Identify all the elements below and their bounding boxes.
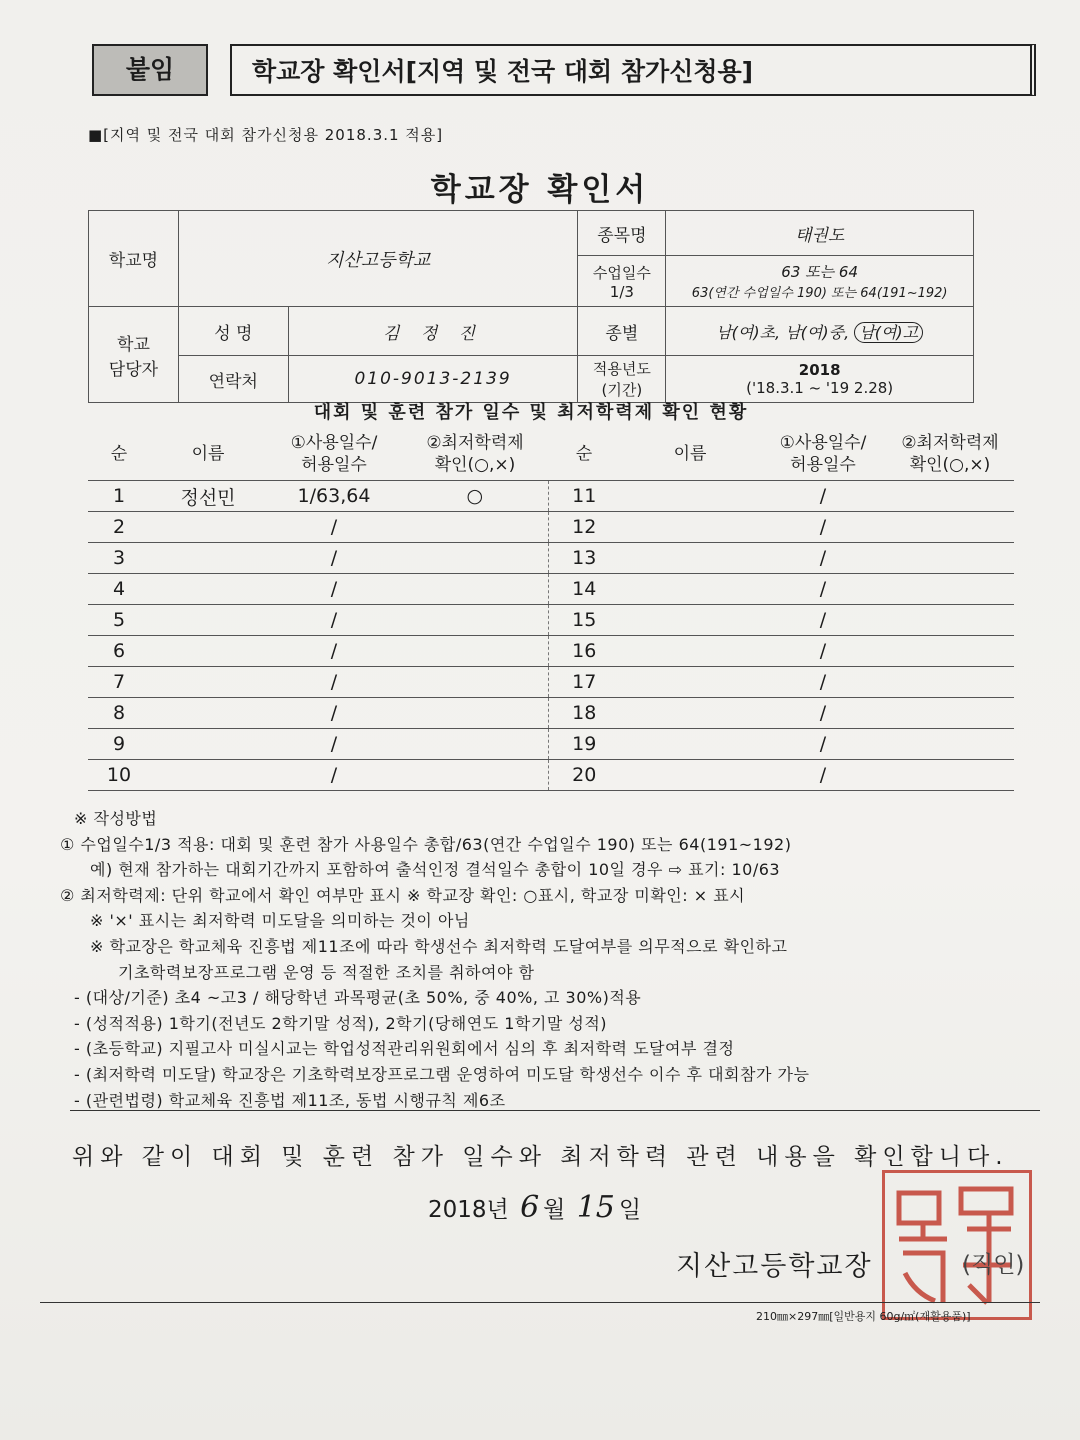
min-check <box>886 667 1014 698</box>
row-number: 4 <box>88 574 150 605</box>
type-label: 종별 <box>578 307 666 356</box>
row-number: 19 <box>548 729 620 760</box>
selected-type: 남(여)고 <box>854 322 923 343</box>
note-example: 예) 현재 참가하는 대회기간까지 포함하여 출석인정 결석일수 총합이 10일 경우 ⇨ 표기: 10/63 <box>90 860 781 880</box>
days-used: / <box>760 605 886 636</box>
row-number: 13 <box>548 543 620 574</box>
row-number: 10 <box>88 760 150 791</box>
row-number: 12 <box>548 512 620 543</box>
min-check <box>402 760 548 791</box>
student-name <box>620 760 760 791</box>
row-number: 20 <box>548 760 620 791</box>
document-title: 학교장 확인서 <box>430 172 650 208</box>
row-number: 1 <box>88 481 150 512</box>
min-check <box>886 481 1014 512</box>
row-number: 3 <box>88 543 150 574</box>
days-used: / <box>760 698 886 729</box>
student-name <box>150 605 266 636</box>
type-options: 남(여)초, 남(여)중, 남(여)고 <box>666 307 974 356</box>
days-used: / <box>266 574 402 605</box>
student-name <box>150 512 266 543</box>
min-check: ○ <box>402 481 548 512</box>
student-name: 정선민 <box>150 481 266 512</box>
name-value: 김 정 진 <box>288 307 578 356</box>
note-detail: - (초등학교) 지필고사 미실시교는 학업성적관리위원회에서 심의 후 최저학력 도달여부 결정 <box>74 1039 735 1059</box>
contact-value: 010-9013-2139 <box>288 356 578 403</box>
min-check <box>402 543 548 574</box>
notes-heading: ※ 작성방법 <box>74 809 158 828</box>
header-min: ②최저학력제 확인(○,×) <box>402 428 548 481</box>
days-used: / <box>266 605 402 636</box>
note-detail: - (대상/기준) 초4 ~고3 / 해당학년 과목평균(초 50%, 중 40%, 고 30%)적용 <box>74 988 642 1008</box>
min-check <box>402 667 548 698</box>
year-label: 적용년도 (기간) <box>578 356 666 403</box>
table-header <box>88 428 1014 481</box>
table-row <box>88 574 1014 605</box>
student-name <box>150 760 266 791</box>
name-label: 성 명 <box>178 307 288 356</box>
confirmation-statement: 위와 같이 대회 및 훈련 참가 일수와 최저학력 관련 내용을 확인합니다. <box>72 1144 1009 1170</box>
min-check <box>886 512 1014 543</box>
row-number: 9 <box>88 729 150 760</box>
table-row <box>88 667 1014 698</box>
header-days: ①사용일수/ 허용일수 <box>760 428 886 481</box>
note-sub: 기초학력보장프로그램 운영 등 적절한 조치를 취하여야 함 <box>118 962 535 982</box>
school-label: 학교명 <box>89 211 179 307</box>
row-number: 17 <box>548 667 620 698</box>
table-row <box>88 698 1014 729</box>
table-row <box>88 729 1014 760</box>
note-sub: ※ 학교장은 학교체육 진흥법 제11조에 따라 학생선수 최저학력 도달여부를 의무적으로 확인하고 <box>90 936 788 956</box>
min-check <box>886 605 1014 636</box>
student-name <box>150 667 266 698</box>
table-row <box>88 605 1014 636</box>
row-number: 11 <box>548 481 620 512</box>
event-value: 태권도 <box>666 211 974 256</box>
student-name <box>150 574 266 605</box>
signature-date: 2018년 6 월 15 일 <box>428 1190 642 1225</box>
min-check <box>402 512 548 543</box>
footer-divider <box>40 1302 1040 1303</box>
row-number: 2 <box>88 512 150 543</box>
attachment-tag: 붙임 <box>92 44 208 96</box>
student-name <box>620 667 760 698</box>
row-number: 8 <box>88 698 150 729</box>
header-title: 학교장 확인서[지역 및 전국 대회 참가신청용] <box>230 44 1036 96</box>
days-used: / <box>266 729 402 760</box>
applicability-note: ■[지역 및 전국 대회 참가신청용 2018.3.1 적용] <box>88 126 444 144</box>
header-days: ①사용일수/ 허용일수 <box>266 428 402 481</box>
student-name <box>620 512 760 543</box>
min-check <box>886 729 1014 760</box>
header-min: ②최저학력제 확인(○,×) <box>886 428 1014 481</box>
official-seal <box>882 1170 1032 1320</box>
days-used: / <box>266 512 402 543</box>
info-table <box>88 210 974 403</box>
note-detail: - (관련법령) 학교체육 진흥법 제11조, 동법 시행규칙 제6조 <box>74 1090 506 1110</box>
table-row <box>88 636 1014 667</box>
min-check <box>886 636 1014 667</box>
principal-name: 지산고등학교장 <box>676 1251 873 1282</box>
min-check <box>402 574 548 605</box>
event-label: 종목명 <box>578 211 666 256</box>
student-name <box>620 543 760 574</box>
days-used: / <box>266 543 402 574</box>
header-name: 이름 <box>150 428 266 481</box>
note-detail: - (최저학력 미도달) 학교장은 기초학력보장프로그램 운영하여 미도달 학생선수 이수 후 대회참가 가능 <box>74 1064 810 1084</box>
student-name <box>620 605 760 636</box>
table-row <box>88 760 1014 791</box>
student-name <box>620 574 760 605</box>
min-check <box>886 760 1014 791</box>
header-no: 순 <box>88 428 150 481</box>
min-check <box>886 574 1014 605</box>
row-number: 15 <box>548 605 620 636</box>
student-name <box>620 481 760 512</box>
days-used: / <box>266 698 402 729</box>
header-name: 이름 <box>620 428 760 481</box>
row-number: 16 <box>548 636 620 667</box>
header-no: 순 <box>548 428 620 481</box>
student-name <box>150 543 266 574</box>
days-used: / <box>760 543 886 574</box>
seal-note: (직인) <box>962 1252 1025 1278</box>
table-row <box>88 543 1014 574</box>
days-used: / <box>760 636 886 667</box>
row-number: 6 <box>88 636 150 667</box>
manager-label: 학교 담당자 <box>89 307 179 403</box>
instructions <box>60 806 1050 1113</box>
days-used: / <box>266 667 402 698</box>
student-name <box>150 698 266 729</box>
note-sub: ※ '×' 표시는 최저학력 미도달을 의미하는 것이 아님 <box>90 911 470 931</box>
student-name <box>620 636 760 667</box>
participation-table <box>88 428 1014 791</box>
days-used: / <box>266 760 402 791</box>
days-used: / <box>760 574 886 605</box>
row-number: 18 <box>548 698 620 729</box>
note-detail: - (성적적용) 1학기(전년도 2학기말 성적), 2학기(당해연도 1학기말 성적) <box>74 1013 608 1033</box>
section-title: 대회 및 훈련 참가 일수 및 최저학력제 확인 현황 <box>313 402 749 423</box>
days-label: 수업일수 1/3 <box>578 256 666 307</box>
school-value: 지산고등학교 <box>178 211 578 307</box>
contact-label: 연락처 <box>178 356 288 403</box>
days-used: / <box>760 760 886 791</box>
min-check <box>402 605 548 636</box>
paper-spec: 210㎜×297㎜[일반용지 60g/㎡(재활용품)] <box>756 1310 971 1323</box>
min-check <box>886 698 1014 729</box>
note-item: ② 최저학력제: 단위 학교에서 확인 여부만 표시 ※ 학교장 확인: ○표시, 학교장 미확인: × 표시 <box>60 885 746 905</box>
min-check <box>402 636 548 667</box>
year-value: 2018 ('18.3.1 ~ '19 2.28) <box>666 356 974 403</box>
student-name <box>620 729 760 760</box>
days-used: 1/63,64 <box>266 481 402 512</box>
days-used: / <box>760 512 886 543</box>
days-used: / <box>266 636 402 667</box>
student-name <box>150 636 266 667</box>
student-name <box>620 698 760 729</box>
days-value: 63 또는 64 63(연간 수업일수 190) 또는 64(191~192) <box>666 256 974 307</box>
min-check <box>402 729 548 760</box>
student-name <box>150 729 266 760</box>
days-used: / <box>760 481 886 512</box>
row-number: 7 <box>88 667 150 698</box>
min-check <box>402 698 548 729</box>
days-used: / <box>760 729 886 760</box>
note-item: ① 수업일수1/3 적용: 대회 및 훈련 참가 사용일수 총합/63(연간 수업일수 190) 또는 64(191~192) <box>60 834 792 854</box>
table-row <box>88 481 1014 512</box>
table-row <box>88 512 1014 543</box>
min-check <box>886 543 1014 574</box>
divider <box>70 1110 1040 1111</box>
row-number: 14 <box>548 574 620 605</box>
days-used: / <box>760 667 886 698</box>
row-number: 5 <box>88 605 150 636</box>
